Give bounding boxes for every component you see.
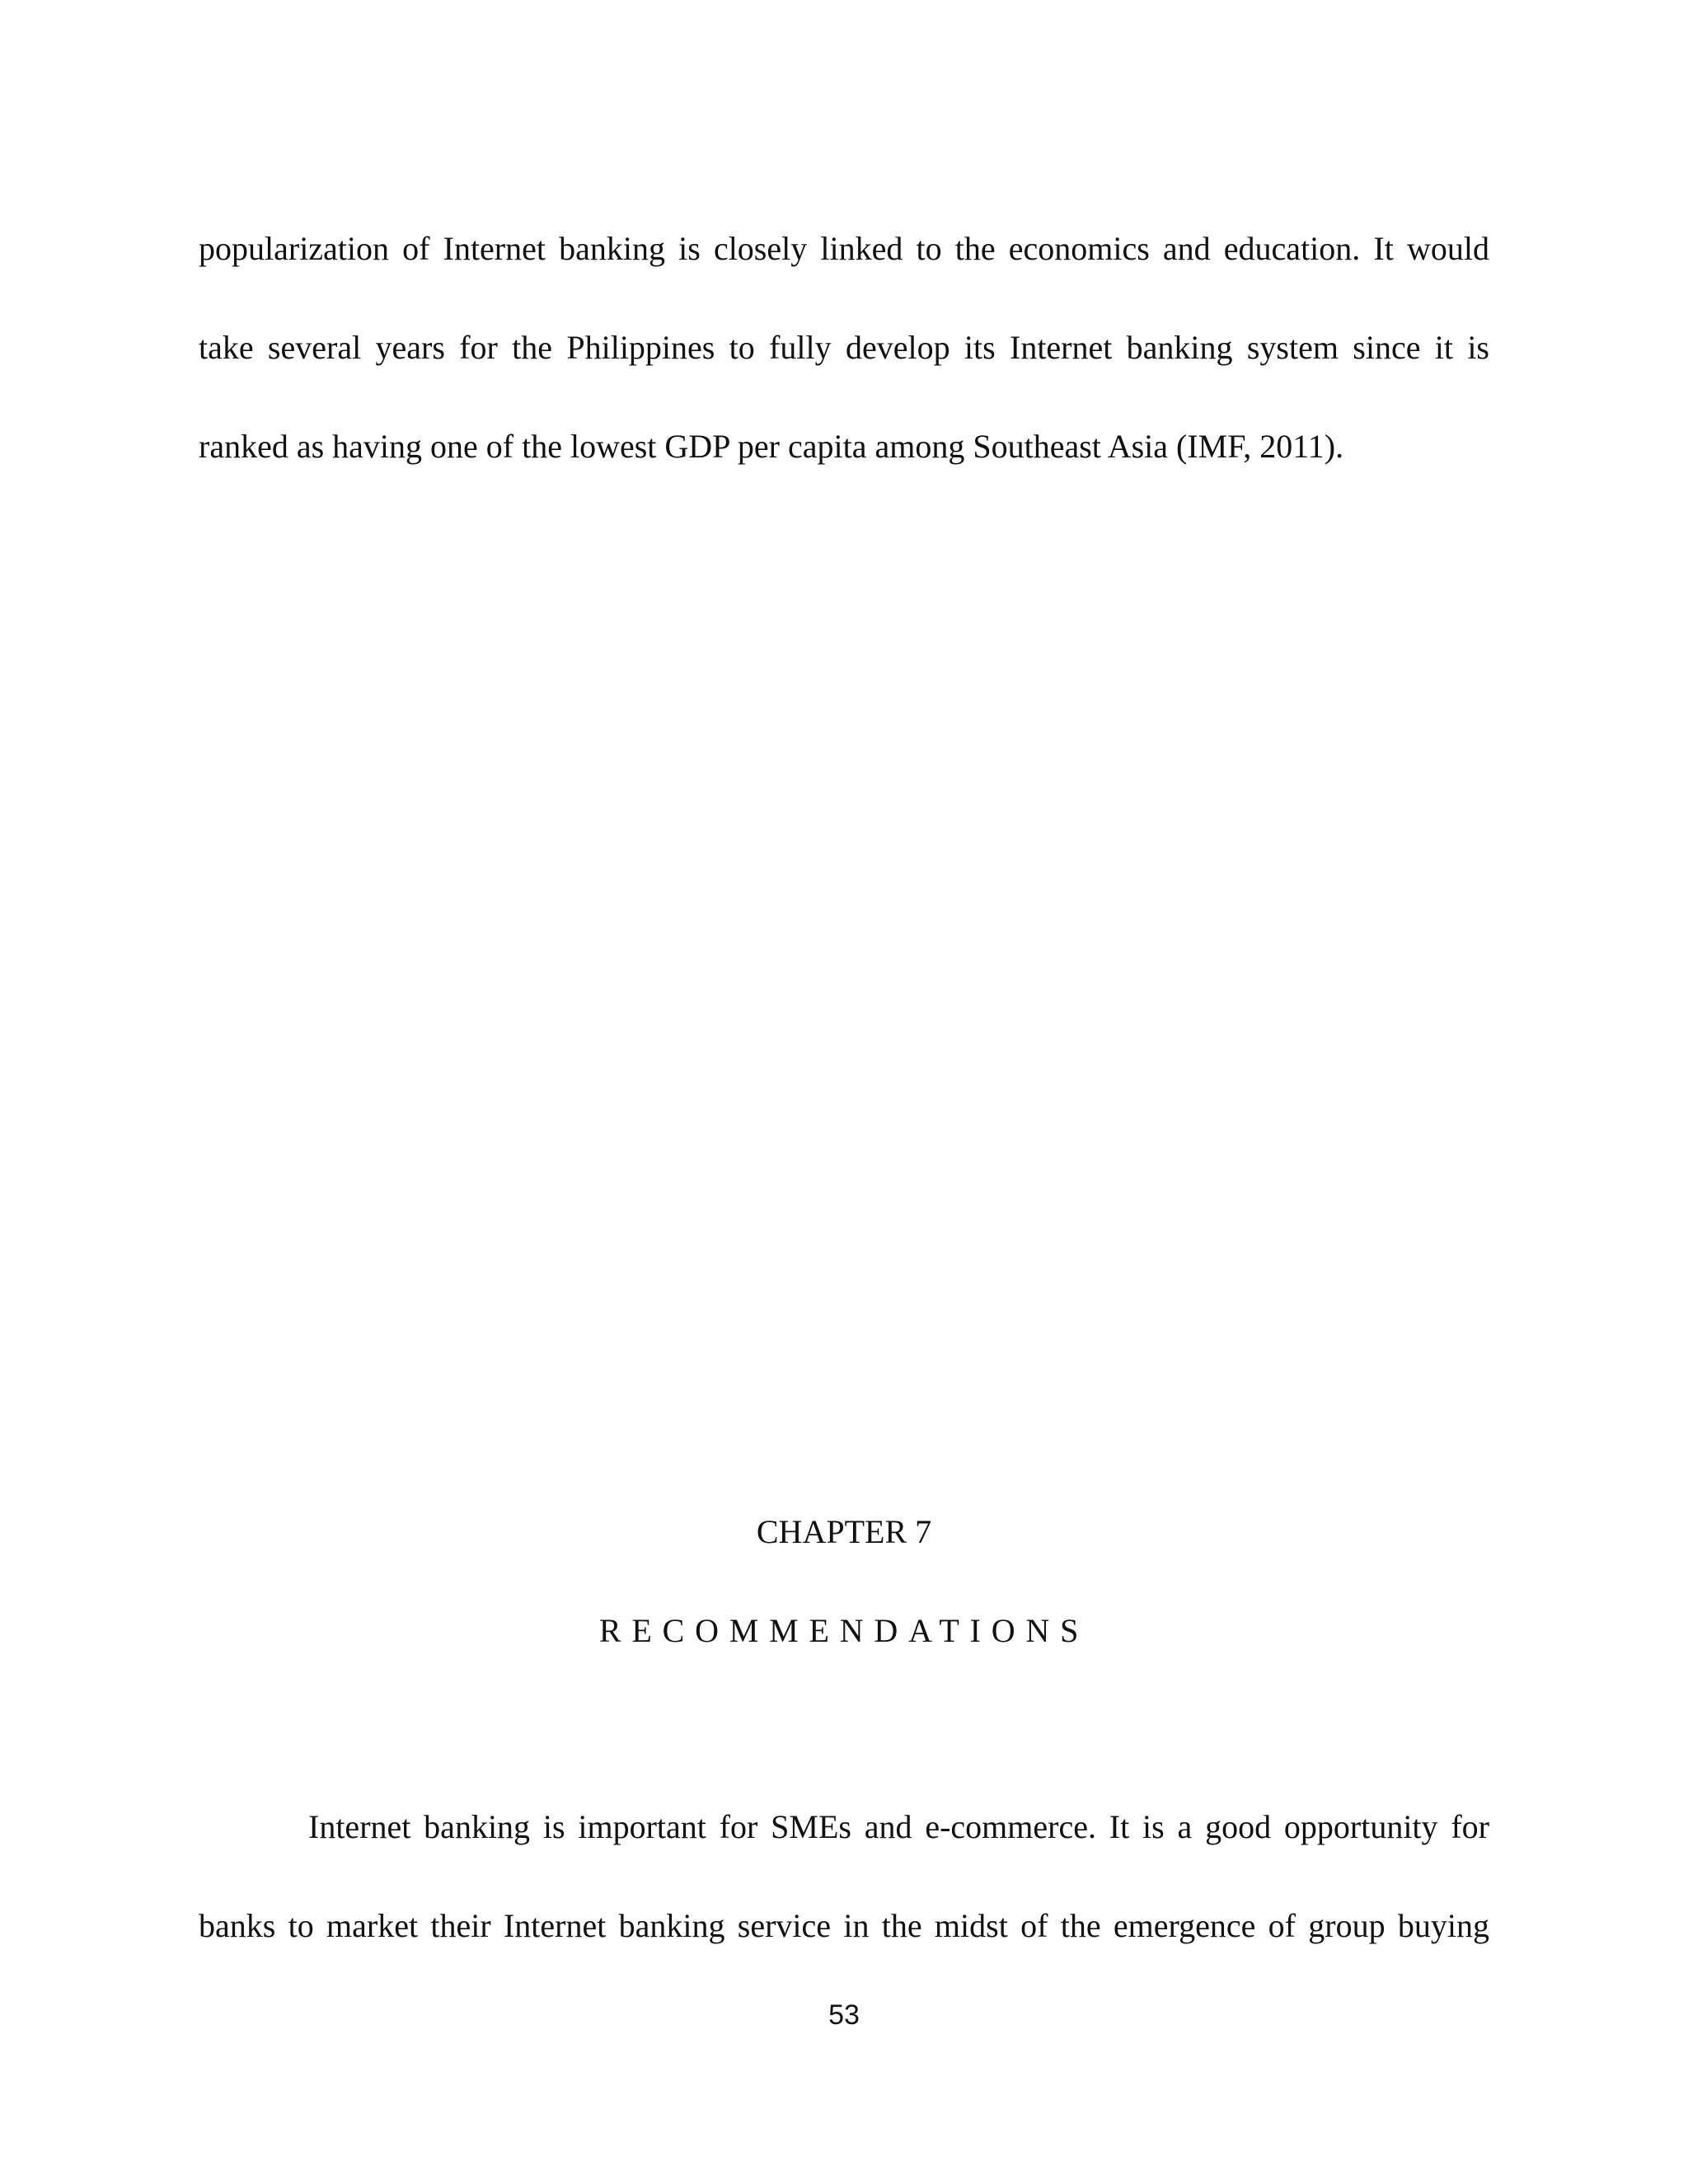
page-number: 53 <box>828 1999 860 2031</box>
paragraph-line: ranked as having one of the lowest GDP per capita among Southeast Asia (IMF, 2011). <box>199 428 1344 465</box>
chapter-number: CHAPTER 7 <box>756 1513 932 1550</box>
paragraph-line: banks to market their Internet banking service in the midst of the emergence of group buying <box>199 1907 1489 1944</box>
chapter-title: RECOMMENDATIONS <box>598 1612 1090 1649</box>
paragraph-line: Internet banking is important for SMEs and e-commerce. It is a good opportunity for <box>308 1808 1489 1845</box>
paragraph-line: popularization of Internet banking is closely linked to the economics and education. It would <box>199 230 1489 267</box>
paragraph-line: take several years for the Philippines to fully develop its Internet banking system since it is <box>199 329 1489 366</box>
